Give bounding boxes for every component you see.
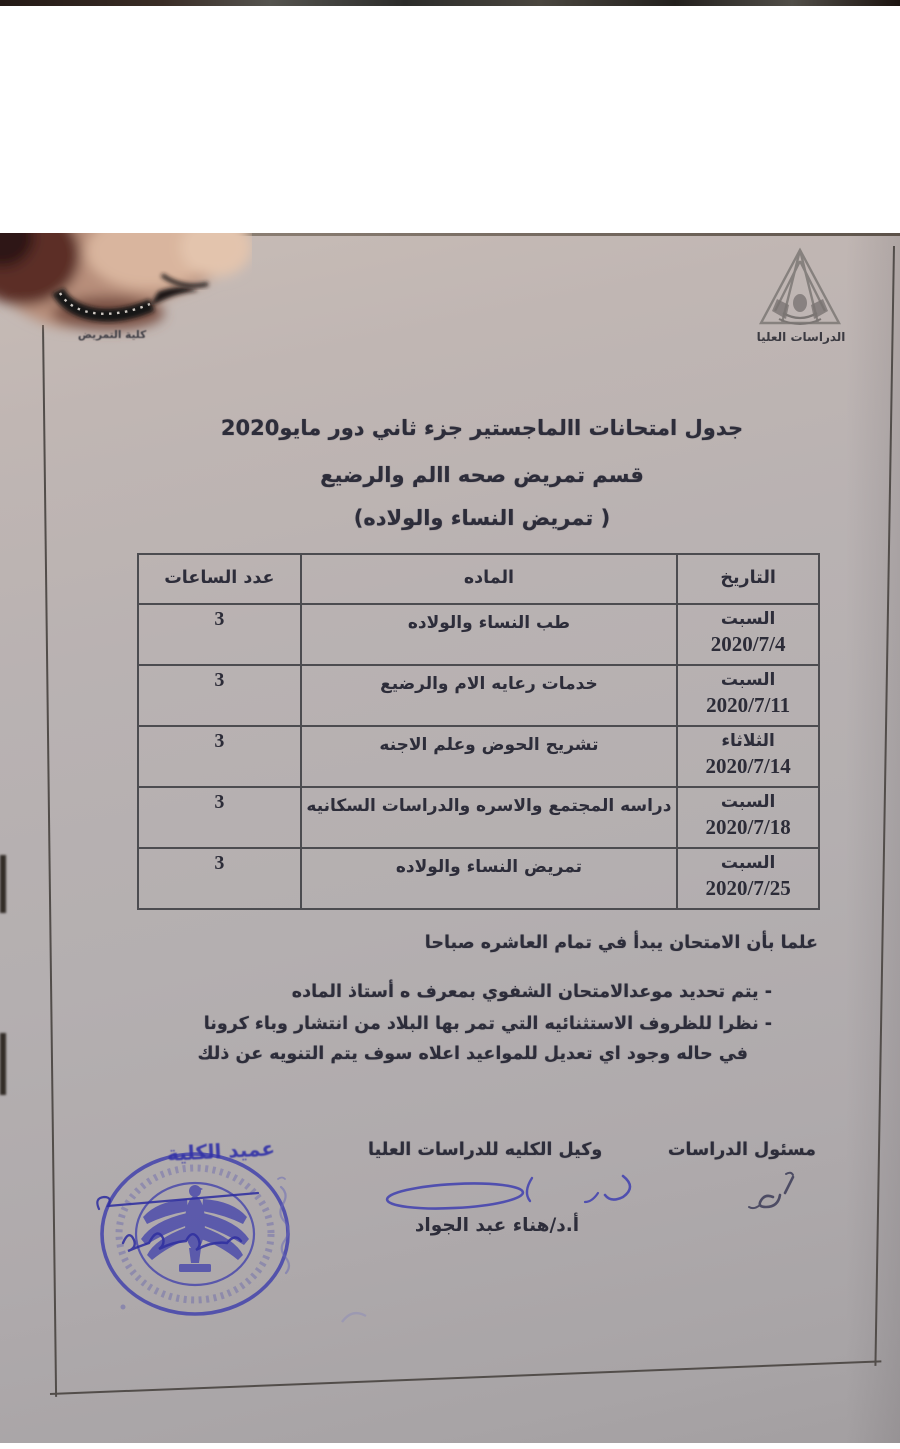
date-value: 2020/7/11 <box>706 693 791 717</box>
grad-studies-label: الدراسات العليا <box>756 330 846 344</box>
note-corona-2: في حاله وجود اي تعديل للمواعيد اعلاه سوف يتم التنويه عن ذلك <box>197 1044 748 1064</box>
doc-title-line1: جدول امتحانات االماجستير جزء ثاني دور مايو2020 <box>220 416 744 440</box>
ink-smudge <box>121 1305 126 1310</box>
faint-pen-mark <box>340 1308 370 1328</box>
date-cell <box>677 604 819 665</box>
stamp-top-text: عميد الكلية <box>166 1136 276 1166</box>
photo-top-black-strip <box>0 0 900 6</box>
doc-title-line2: قسم تمريض صحه االم والرضيع <box>320 463 644 487</box>
dean-stamp <box>95 1145 305 1330</box>
hours-cell: 3 <box>138 604 301 665</box>
signature-left-title: وكيل الكليه للدراسات العليا <box>368 1140 603 1160</box>
table-row <box>138 665 819 726</box>
subject-cell: تمريض النساء والولاده <box>301 848 678 909</box>
date-value: 2020/7/25 <box>705 876 791 900</box>
subject-cell: خدمات رعايه الام والرضيع <box>301 665 678 726</box>
document-photo <box>0 233 900 1443</box>
doc-border-left <box>42 325 57 1397</box>
date-cell <box>677 848 819 909</box>
table-row <box>138 787 819 848</box>
doc-title-line3: ( تمريض النساء والولاده) <box>353 506 611 530</box>
date-value: 2020/7/14 <box>705 754 791 778</box>
day-name: السبت <box>720 670 776 690</box>
table-row <box>138 726 819 787</box>
signature-right-title: مسئول الدراسات <box>667 1140 816 1160</box>
day-name: السبت <box>720 792 776 812</box>
table-row <box>138 604 819 665</box>
date-value: 2020/7/4 <box>710 632 786 656</box>
col-header-subject: الماده <box>301 554 678 604</box>
note-oral-exam: - يتم تحديد موعدالامتحان الشفوي بمعرف ه أستاذ الماده <box>291 982 772 1002</box>
subject-cell: طب النساء والولاده <box>301 604 678 665</box>
background-sliver <box>0 1033 6 1095</box>
exam-schedule-table <box>137 553 820 910</box>
table-header-row <box>138 554 819 604</box>
date-cell <box>677 787 819 848</box>
hours-cell: 3 <box>138 665 301 726</box>
subject-cell: دراسه المجتمع والاسره والدراسات السكانيه <box>301 787 678 848</box>
date-cell <box>677 726 819 787</box>
doc-border-right <box>874 246 895 1366</box>
grad-studies-pyramid-icon <box>755 247 845 331</box>
paper-top-edge <box>200 233 900 236</box>
subject-cell: تشريح الحوض وعلم الاجنه <box>301 726 678 787</box>
col-header-date: التاريخ <box>677 554 819 604</box>
note-corona-1: - نظرا للظروف الاستثنائيه التي تمر بها البلاد من انتشار وباء كرونا <box>203 1014 772 1034</box>
note-exam-time: علما بأن الامتحان يبدأ في تمام العاشره صباحا <box>424 933 818 953</box>
date-cell <box>677 665 819 726</box>
hours-cell: 3 <box>138 726 301 787</box>
faculty-logo-label: كلية التمريض <box>77 329 147 341</box>
doc-border-bottom <box>50 1360 881 1395</box>
table-row <box>138 848 819 909</box>
signature-right-scribble <box>745 1171 807 1217</box>
hours-cell: 3 <box>138 787 301 848</box>
day-name: الثلاثاء <box>721 731 775 751</box>
background-sliver <box>0 855 6 913</box>
day-name: السبت <box>720 609 776 629</box>
day-name: السبت <box>720 853 776 873</box>
hours-cell: 3 <box>138 848 301 909</box>
signature-left-name: أ.د/هناء عبد الجواد <box>414 1215 580 1236</box>
col-header-hours: عدد الساعات <box>138 554 301 604</box>
signature-left-scribble <box>380 1165 650 1221</box>
date-value: 2020/7/18 <box>705 815 791 839</box>
